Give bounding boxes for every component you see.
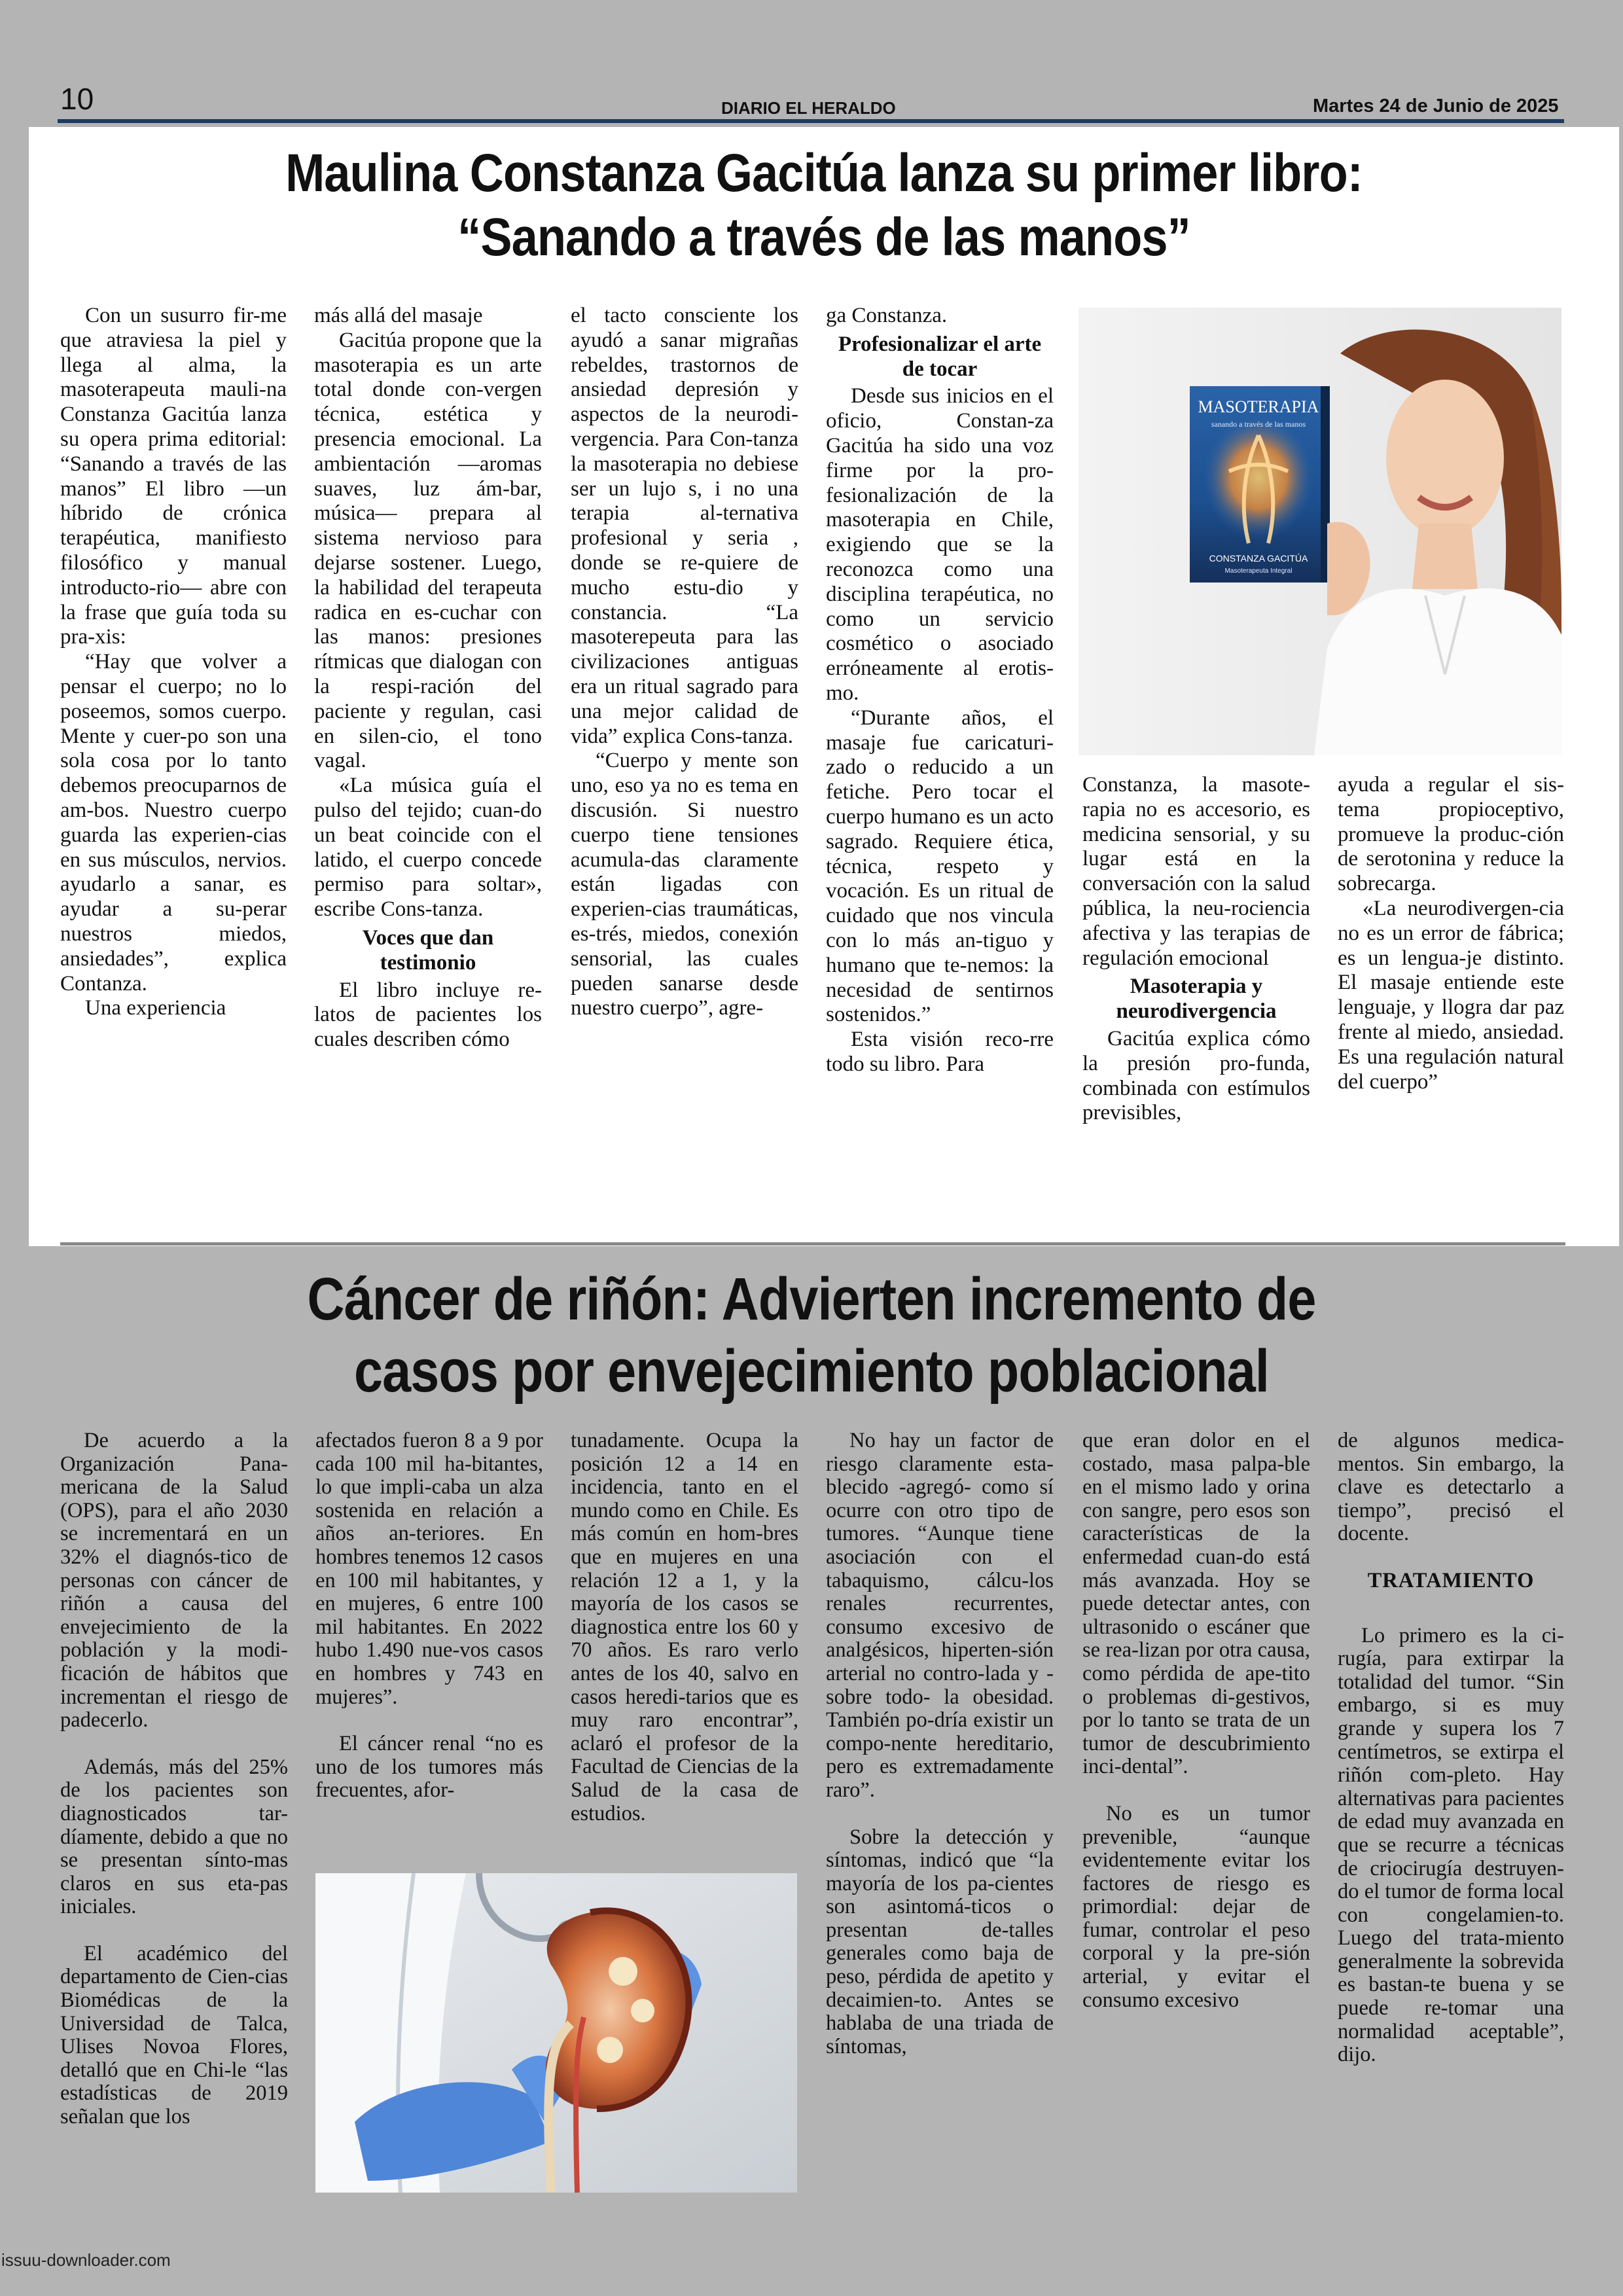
subheading-voces: Voces que dan testimonio: [362, 925, 494, 975]
paragraph: tunadamente. Ocupa la posición 12 a 14 en incidencia, tanto en el mundo como en Chile. Es más común en hom-bres que en mujeres en una relación 12 a 1, y la mayoría de los casos se diagnostica entre los 60 y 70 años. Es raro verlo antes de los 40, salvo en casos heredi-tarios que es muy raro encontrar”, aclaró el profesor de la Facultad de Ciencias de la Salud de la casa de estudios.: [571, 1429, 798, 1825]
subheading-masoterapia: Masoterapia y neurodivergencia: [1116, 975, 1277, 1024]
article2-column-3: [571, 1429, 798, 1825]
article1-column-4: [826, 304, 1054, 1077]
kidney-model-photo: [315, 1873, 797, 2193]
paragraph: ayuda a regular el sis-tema propioceptivo, promueve la produc-ción de serotonina y reduce la sobrecarga.: [1338, 773, 1564, 896]
paragraph: El libro incluye re-latos de pacientes los cuales describen cómo: [314, 978, 542, 1052]
article1-headline: [124, 141, 1524, 270]
newspaper-name: DIARIO EL HERALDO: [721, 98, 896, 118]
article2-column-2: [315, 1429, 543, 1803]
article1-column-3: [571, 304, 798, 1021]
paragraph: No es un tumor prevenible, “aunque evidentemente evitar los factores de riesgo es primordial: dejar de fumar, controlar el peso corporal y la pre-sión arterial, y evitar el consumo excesivo: [1082, 1801, 1310, 2012]
book-tagline-text: Masoterapeuta Integral: [1224, 567, 1293, 575]
paragraph: Además, más del 25% de los pacientes son diagnosticados tar-díamente, debido a que no se presentan sínto-mas claros en sus eta-pas iniciales.: [60, 1755, 288, 1919]
author-photo: [1079, 308, 1561, 755]
issue-date: Martes 24 de Junio de 2025: [1313, 96, 1559, 117]
paragraph: El cáncer renal “no es uno de los tumores más frecuentes, afor-: [315, 1732, 543, 1803]
paragraph: «La música guía el pulso del tejido; cuan-do un beat coincide con el latido, el cuerpo concede permiso para soltar», escribe Cons-tanza.: [314, 774, 542, 922]
paragraph: Constanza, la masote-rapia no es accesorio, es medicina sensorial, y su lugar está en la conversación con la salud pública, la neu-rociencia afectiva y las terapias de regulación emocional: [1082, 773, 1310, 970]
paragraph: «La neurodivergen-cia no es un error de fábrica; es un lengua-je distinto. El masaje entiende este lenguaje, y llogra dar paz frente al miedo, ansiedad. Es una regulación natural del cuerpo”: [1338, 896, 1564, 1094]
paragraph: afectados fueron 8 a 9 por cada 100 mil ha-bitantes, lo que impli-caba un alza sostenida en relación a años an-teriores. En hombres tenemos 12 casos en 100 mil habitantes, y en mujeres, 6 entre 100 mil habitantes. En 2022 hubo 1.490 nue-vos casos en hombres y 743 en mujeres”.: [315, 1429, 543, 1709]
paragraph: “Hay que volver a pensar el cuerpo; no lo poseemos, somos cuerpo. Mente y cuer-po son una sola cosa por lo tanto debemos preocuparnos de am-bos. Nuestro cuerpo guarda las experien-cias en sus músculos, nervios. ayudarlo a sanar, es ayudar a su-perar nuestros miedos, ansiedades”, explica Contanza.: [60, 650, 287, 996]
author-with-book-illustration: [1079, 308, 1561, 755]
article1-headline-line2: “Sanando a través de las manos”: [457, 207, 1190, 267]
article2-headline-line2: casos por envejecimiento poblacional: [353, 1338, 1270, 1405]
article2-column-5: [1082, 1429, 1310, 2012]
subheading-tratamiento: TRATAMIENTO: [1367, 1568, 1535, 1592]
paragraph: Una experiencia: [85, 996, 226, 1020]
paragraph: No hay un factor de riesgo claramente esta-blecido -agregó- como sí ocurre con otro tipo de tumores. “Aunque tiene asociación con el tabaquismo, cálcu-los renales recurrentes, consumo excesivo de analgésicos, hiperten-sión arterial no contro-lada y -sobre todo- la obesidad. También po-dría existir un compo-nente hereditario, pero es extremadamente raro”.: [826, 1429, 1054, 1802]
paragraph: que eran dolor en el costado, masa palpa-ble en el mismo lado y orina con sangre, pero esos son características de la enfermedad cuan-do está más avanzada. Hoy se puede detectar antes, con ultrasonido o escáner que se rea-lizan por otra causa, como pérdida de ape-tito o problemas di-gestivos, por lo tanto se trata de un tumor de descubrimiento inci-dental”.: [1082, 1429, 1310, 1779]
paragraph: De acuerdo a la Organización Pana-mericana de la Salud (OPS), para el año 2030 se incrementará en un 32% el diagnós-tico de personas con cáncer de riñón a causa del envejecimiento de la población y la modi-ficación de hábitos que incrementan el riesgo de padecerlo.: [60, 1429, 288, 1732]
article2-headline-line1: Cáncer de riñón: Advierten incremento de: [307, 1266, 1316, 1333]
kidney-model-illustration: [315, 1873, 797, 2193]
article2-column-4: [826, 1429, 1054, 2058]
paragraph: “Durante años, el masaje fue caricaturi-zado o reducido a un fetiche. Pero tocar el cuerpo humano es un acto sagrado. Requiere ética, técnica, respeto y vocación. Es un ritual de cuidado que nos vincula con lo más an-tiguo y humano que te-nemos: la necesidad de sentirnos sostenidos.”: [826, 706, 1054, 1027]
paragraph: ga Constanza.: [826, 304, 948, 327]
paragraph: Sobre la detección y síntomas, indicó que “la mayoría de los pa-cientes son asintomá-ticos o presentan de-talles generales como baja de peso, pérdida de apetito y decaimien-to. Antes se hablaba de una triada de síntomas,: [826, 1825, 1054, 2058]
paragraph: Esta visión reco-rre todo su libro. Para: [826, 1028, 1054, 1076]
article1-column-1: [60, 304, 287, 1021]
book-cover: [1190, 386, 1330, 583]
paragraph: Desde sus inicios en el oficio, Constan-za Gacitúa ha sido una voz firme por la pro-fesionalización de la masoterapia en Chile, exigiendo que se la reconozca como una disciplina terapéutica, no como un servicio cosmético o asociado erróneamente al erotis-mo.: [826, 384, 1054, 705]
book-title-text: MASOTERAPIA: [1198, 397, 1319, 416]
paragraph: de algunos medica-mentos. Sin embargo, la clave es detectarlo a tiempo”, precisó el docente.: [1338, 1429, 1564, 1546]
paragraph: más allá del masaje: [314, 304, 483, 327]
page-number: 10: [60, 82, 94, 116]
article1-column-5: [1082, 773, 1310, 1126]
book-subtitle-text: sanando a través de las manos: [1211, 420, 1306, 429]
article2-headline: [114, 1263, 1510, 1407]
article1-column-6: [1338, 773, 1564, 1094]
paragraph: Lo primero es la ci-rugía, para extirpar la totalidad del tumor. “Sin embargo, si es muy grande y supera los 7 centímetros, se extirpa el riñón com-pleto. Hay alternativas para pacientes de edad muy avanzada en que se recurre a técnicas de criocirugía destruyen-do el tumor de forma local con congelamien-to. Luego del trata-miento generalmente la sobrevida es bastan-te buena y se puede re-tomar una normalidad aceptable”, dijo.: [1338, 1623, 1564, 2067]
paragraph: Gacitúa explica cómo la presión pro-funda, combinada con estímulos previsibles,: [1082, 1026, 1310, 1125]
article2-column-6: [1338, 1429, 1564, 2067]
book-author-text: CONSTANZA GACITÚA: [1209, 553, 1308, 564]
paragraph: Gacitúa propone que la masoterapia es un arte total donde con-vergen técnica, estética y presencia emocional. La ambientación —aromas suaves, luz ám-bar, música— prepara al sistema nervioso para dejarse sostener. Luego, la habilidad del terapeuta radica en es-cuchar con las manos: presiones rítmicas que dialogan con la respi-ración del paciente y regulan, casi en silen-cio, el tono vagal.: [314, 328, 542, 773]
watermark-text: issuu-downloader.com: [1, 2250, 171, 2270]
paragraph: El académico del departamento de Cien-cias Biomédicas de la Universidad de Talca, Ulises Novoa Flores, detalló que en Chi-le “las estadísticas de 2019 señalan que los: [60, 1941, 288, 2129]
paragraph: “Cuerpo y mente son uno, eso ya no es tema en discusión. Si nuestro cuerpo tiene tensiones acumula-das claramente están ligadas con experien-cias traumáticas, es-trés, miedos, conexión sensorial, las cuales pueden sanarse desde nuestro cuerpo”, agre-: [571, 749, 798, 1020]
paragraph: Con un susurro fir-me que atraviesa la piel y llega al alma, la masoterapeuta mauli-na Constanza Gacitúa lanza su opera prima editorial: “Sanando a través de las manos” El libro —un híbrido de crónica terapéutica, manifiesto filosófico y manual introducto-rio— abre con la frase que guía toda su pra-xis:: [60, 304, 287, 649]
header-rule: [58, 119, 1564, 123]
article1-column-2: [314, 304, 542, 1052]
article1-headline-line1: Maulina Constanza Gacitúa lanza su primer libro:: [285, 143, 1363, 203]
article2-column-1: [60, 1429, 288, 2129]
paragraph: el tacto consciente los ayudó a sanar migrañas rebeldes, trastornos de ansiedad depresión y aspectos de la neurodi-vergencia. Para Con-tanza la masoterapia no debiese ser un lujo s, i no una terapia al-ternativa profesional y seria , donde se re-quiere de mucho estu-dio y constancia. “La masoterepeuta para las civilizaciones antiguas era un ritual sagrado para una mejor calidad de vida” explica Cons-tanza.: [571, 304, 798, 748]
article-separator: [60, 1242, 1565, 1246]
subheading-profesionalizar: Profesionalizar el arte de tocar: [838, 332, 1042, 381]
